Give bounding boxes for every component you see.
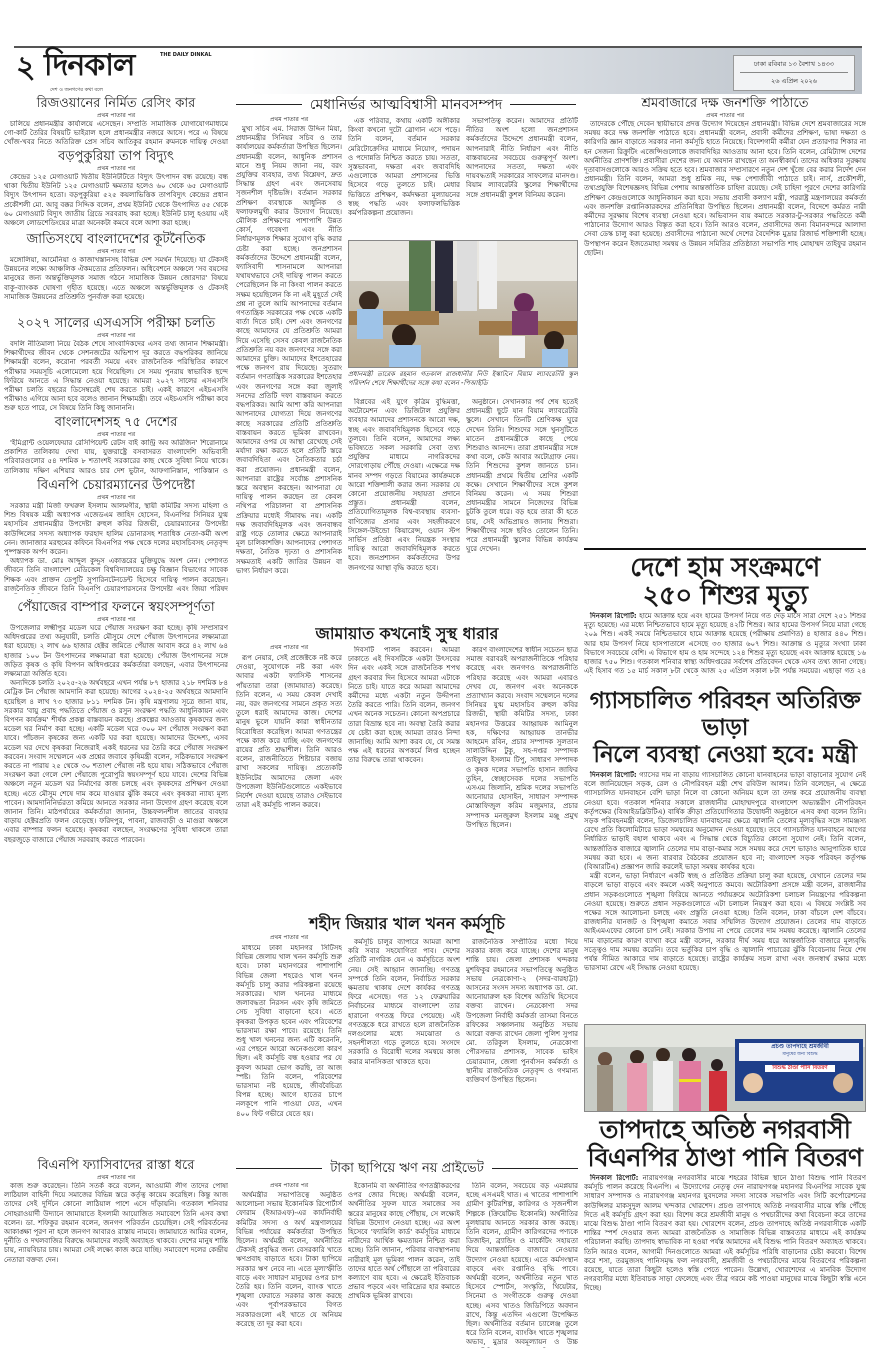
money-col-2: ইকোনমি বা অর্থনীতির গণতন্ত্রীকরণের ওপর জোর দিচ্ছে। অর্থমন্ত্রী বলেন, অর্থনীতির সুফল যাতে সমাজের সব স্তরের মানুষের কাছে পৌঁছায়, সে লক্ষ্যেই বিভিন্ন উদ্যোগ নেওয়া হচ্ছে। এর অংশ হিসেবে 'ফ্যামিলি কার্ড' কর্মসূচির মাধ্যমে নারীদের আর্থিক ক্ষমতায়ন নিশ্চিত করা হচ্ছে। তিনি জানান, পরিবার ব্যবস্থাপনায় নারীরাই মূল ভূমিকা পালন করেন, তাই তাদের হাতে অর্থ পৌঁছালে তা পরিবারের কল্যাণে ব্যয় হবে। এ ক্ষেত্রেই ইতিবাচক প্রভাব পড়বে এবং দারিদ্র্যের হার কমাতে প্রাথমিক ভূমিকা রাখবে। bbox=[348, 1182, 460, 1301]
story-money-printing-headline-row bbox=[236, 1160, 578, 1177]
jamaat-col-1: রূপ নেয়ার, সেই প্রজেক্টকে নষ্ট করে দেওয়া, সুযোগকে নষ্ট করা এবং আবার একটা ফ্যাসিস্ট শাসনের পাঁয়তারা তারা (জামায়াত) করেছে। তিনি বলেন, এ সময় কেবল দেখাই নয়, বরং জনগণের সামনে প্রকৃত সত্য তুলে ধরাই আমাদের কাজ। দেশের মানুষ ভুলে যায়নি কারা স্বাধীনতার বিরোধিতা করেছিল। আমরা গণতন্ত্রের পক্ষে কাজ করে যাচ্ছি এবং জনগণের রায়ের প্রতি শ্রদ্ধাশীল। তিনি আরও বলেন, রাজনীতিতে শিষ্টাচার বজায় রাখা সকলের দায়িত্ব। প্রত্যেকটি ইউনিটের আমাদের জেলা এবং উপজেলা ইউনিটগুলোতে একইভাবে নির্দেশ দেওয়া হয়েছে তারাও সেইভাবে তারা এই কর্মসূচি পালন করবে। bbox=[236, 654, 342, 810]
money-col-1: অর্থমন্ত্রীর সভাপতিত্বে অনুষ্ঠিত আলোচনা সভায় ইকোনমিক রিপোর্টার্স ফোরাম (ইআরএফ)-এর কার্যনির্বাহী কমিটির সদস্য ও অর্থ মন্ত্রণালয়ের বিভিন্ন পর্যায়ের কর্মকর্তারা উপস্থিত ছিলেন। অর্থমন্ত্রী বলেন, অর্থনীতির টেকসই প্রবৃদ্ধির জন্য বেসরকারি খাতে ঋণপ্রবাহ বাড়াতে হবে। টাকা ছাপিয়ে সরকার ঋণ নেবে না। এতে মূল্যস্ফীতি বাড়ে এবং সাধারণ মানুষের ওপর চাপ তৈরি হয়। তিনি বলেন, ব্যাংক খাতে শৃঙ্খলা ফেরাতে সরকার কাজ করছে এবং পূর্বাপরকভাবে বিগত সরকারগুলো এই খাতে যে অনিয়ম করেছে তা দূর করা হবে। bbox=[236, 1191, 342, 1328]
byline: দিনকাল রিপোর্ট: bbox=[590, 771, 637, 779]
story-body: বদলি নীতিমালা নিয়ে বৈঠক শেষে সাংবাদিকদের এসব তথ্য জানান শিক্ষামন্ত্রী। শিক্ষার্থীদের জীবন থেকে সেশনজটের অভিশাপ দূর করতে বদ্ধপরিকর জানিয়ে শিক্ষামন্ত্রী বলেন, করোনা পরবর্তী সময়ে এবং রাজনৈতিক পরিস্থিতির কারণে পরীক্ষার সময়সূচি এলোমেলো হয়ে গিয়েছিল। সে সময় পুনরায় স্বাভাবিক ছন্দে ফিরিয়ে আনতে এ সিদ্ধান্ত নেওয়া হয়েছে। আমরা ২০২৭ সালের এসএসসি পরীক্ষা চলতি বছরের ডিসেম্বরেই শেষ করতে চাই। একই কারণে এইচএসসি পরীক্ষাও এগিয়ে আনা হবে বলেও জানান শিক্ষামন্ত্রী। তবে এইচএসসি পরীক্ষা কবে শুরু হতে পারে, সে বিষয়ে তিনি কিছু জানাননি। bbox=[4, 340, 228, 413]
headline: শ্রমবাজারে দক্ষ জনশক্তি পাঠাতে bbox=[641, 96, 809, 111]
headline: পেঁয়াজের বাম্পার ফলনে স্বয়ংসম্পূর্ণতা bbox=[17, 600, 215, 615]
story-body: দিনকাল রিপোর্ট: নারায়ণগঞ্জ নগরবাসীর মাঝে শহরের বিভিন্ন স্থানে ঠাণ্ডা বিশুদ্ধ পানি বিতরণ কর্মসূচি পালন করেছে বিএনপি। এ উদ্যোগের নেতৃত্ব দেন নারায়ণগঞ্জ মহানগর বিএনপির সাবেক যুগ্ম সাধারণ সম্পাদক ও নারায়ণগঞ্জ মহানগর যুবদলের সদস্য সাবেক সভাপতি এবং সিটি কর্পোরেশনের কাউন্সিলর মাকসুদুল আলম খন্দকার খোরশেদ। প্রচণ্ড তাপদাহে অতিষ্ঠ নগরবাসীর মাঝে স্বস্তি পৌঁছে দিতে এই কর্মসূচি গ্রহণ করা হয়। বিশেষ করে শ্রমজীবী মানুষ ও পথচারীদের কথা বিবেচনা করে তাদের মাঝে বিশুদ্ধ ঠাণ্ডা পানি বিতরণ করা হয়। খোরশেদ বলেন, প্রচণ্ড তাপদাহে অতিষ্ঠ নগরবাসীকে একটি শান্তির স্পর্শ দেওয়ার জন্য আমরা রাজনৈতিক ও সামাজিক বিভিন্ন বাস্তবতার মাধ্যমে এই কার্যক্রম পরিচালনা করছি। তাপদাহ স্বাভাবিক না হওয়া পর্যন্ত আমাদের এই বিশুদ্ধ পানি বিতরণ অব্যাহত থাকবে। তিনি আরও বলেন, আগামী দিনগুলোতে আমরা এই কর্মসূচির পরিধি বাড়ানোর চেষ্টা করবো। বিশেষ করে শসা, তরমুজসহ পানিসমৃদ্ধ ফল নগরবাসী, শ্রমজীবী ও পথচারীদের মাঝে বিতরণের পরিকল্পনা রয়েছে, যাতে তারা কিছুটা হলেও স্বস্তি পেতে পারেন। উল্লেখ্য, খোরশেদের এ মানবিক উদ্যোগ নগরবাসীর মধ্যে ইতিবাচক সাড়া ফেলেছে এবং তীব্র গরমে কষ্ট পাওয়া মানুষের মাঝে কিছুটা স্বস্তি এনে দিচ্ছে। bbox=[584, 1174, 866, 1293]
continued-label: প্রথম পাতার পর bbox=[96, 112, 136, 119]
photo-caption: প্রধানমন্ত্রী তারেক রহমান গতকাল রাজধানীর নিউ ইস্কাটনে বিয়াম ল্যাবরেটরি স্কুল পরিদর্শন শেষে শিক্ষার্থীদের সঙ্গে কথা বলেন -পিআইডি bbox=[348, 370, 578, 387]
continued-label: প্রথম পাতার পর bbox=[705, 112, 745, 119]
headline: রিজওয়ানের নির্মিত রেসিং কার bbox=[36, 96, 196, 111]
story-ssc-exam bbox=[4, 316, 228, 414]
headline-line-1: তাপদাহে অতিষ্ঠ নগরবাসী bbox=[599, 1115, 851, 1144]
story-body: উপজেলার লক্ষ্মীপুর মডেল ঘরে পেঁয়াজ সংরক্ষণ করা হচ্ছে। কৃষি সম্প্রসারণ অধিদপ্তরের তথ্য অনুযায়ী, চলতি মৌসুমে দেশে পেঁয়াজ উৎপাদনের লক্ষ্যমাত্রা ধরা হয়েছে। ২ লাখ ৬৬ হাজার হেক্টর জমিতে পেঁয়াজ আবাদ করে ৪২ লাখ ৬৪ হাজার ১০০ টন উৎপাদনের লক্ষ্যমাত্রা ধরা হয়েছে। পেঁয়াজ উৎপাদনের সঙ্গে জড়িত কৃষক ও কৃষি বিপণন অধিদপ্তরের কর্মকর্তারা বলছেন, এবার উৎপাদনের লক্ষ্যমাত্রা অর্জিত হবে। অন্যদিকে চলতি ২০২৫-২৬ অর্থবছরে এখন পর্যন্ত ৮৭ হাজার ২১৮ দশমিক ৮৪ মেট্রিক টন পেঁয়াজ আমদানি করা হয়েছে। আগের ২০২৪-২৫ অর্থবছরে আমদানি হয়েছিল ৪ লাখ ৭৩ হাজার ৮১১ দশমিক টন। কৃষি মন্ত্রণালয় সূত্রে জানা যায়, সরকার 'বায়ু প্রবাহ পদ্ধতিতে পেঁয়াজ ও রসুন সংরক্ষণ পদ্ধতি আধুনিকায়ন এবং বিপণন কার্যক্রম' শীর্ষক প্রকল্প বাস্তবায়ন করছে। প্রকল্পের আওতায় কৃষকদের জন্য মডেল ঘর নির্মাণ করা হচ্ছে। একটি মডেল ঘরে ৩০০ মণ পেঁয়াজ সংরক্ষণ করা যাবে। পাঁচজন কৃষকের জন্য একটি ঘর করা হয়েছে। আমাদের উদ্দেশ্য, এসব মডেল ঘর দেখে কৃষকরা নিজেরাই একই ধরনের ঘর তৈরি করে পেঁয়াজ সংরক্ষণ করবেন। সংবাদ সম্মেলনে এক প্রশ্নের জবাবে কৃষিমন্ত্রী বলেন, সঠিকভাবে সংরক্ষণ করতে না পারায় ২৫ থেকে ৩০ শতাংশ পেঁয়াজ নষ্ট হয়ে যায়। সঠিকভাবে পেঁয়াজ সংরক্ষণ করা গেলে দেশ পেঁয়াজে পুরোপুরি স্বয়ংসম্পূর্ণ হয়ে যাবে। দেশের বিভিন্ন অঞ্চলে নতুন মডেল ঘর নির্মাণের কাজ চলছে এবং কৃষকদের প্রশিক্ষণ দেওয়া হচ্ছে। এতে মৌসুম শেষে দাম কমে যাওয়ার ঝুঁকি কমবে এবং কৃষকরা ন্যায্য মূল্য পাবেন। আমদানিনির্ভরতা কমিয়ে আনতে সরকার নানা উদ্যোগ গ্রহণ করেছে বলে জানান তিনি। মাঠপর্যায়ের কর্মকর্তারা জানান, উচ্চফলনশীল জাতের ব্যবহার বাড়ায় হেক্টরপ্রতি ফলন বেড়েছে। ফরিদপুর, পাবনা, রাজবাড়ী ও মাগুরা অঞ্চলে এবার বাম্পার ফলন হয়েছে। কৃষকরা বলছেন, সংরক্ষণের সুবিধা থাকলে তারা বছরজুড়ে বাজারে পেঁয়াজ সরবরাহ করতে পারবেন। bbox=[4, 624, 228, 844]
headline-line-2: নিলে ব্যবস্থা নেওয়া হবে: মন্ত্রী bbox=[593, 742, 857, 768]
continued-label: প্রথম পাতার পর bbox=[96, 248, 136, 255]
headline: ২০২৭ সালের এসএসসি পরীক্ষা চলতি bbox=[16, 316, 216, 331]
banner-line-3: বিশুদ্ধ ঠাণ্ডা পানি বিতরণ bbox=[765, 1065, 835, 1072]
story-un bbox=[4, 232, 228, 311]
page-number: ২ bbox=[16, 50, 36, 85]
banner-line-1: প্রচণ্ড তাপদাহে শ্রমজীবী bbox=[771, 1043, 829, 1050]
lead-col-2: এক পরিবার, কথায় একটি অঙ্গীকার কিংবা কখনো দুটো স্লোগান এসে পড়ে। তিনি বলেন, বর্তমান সরকার মেরিটোক্রেসির মাধ্যমে নিয়োগ, পদায়ন ও পদোন্নতি নিশ্চিত করতে চায়। সততা, সুস্তভাবনা, দক্ষতা এবং জবাবদিহি এগুলোকে আমরা প্রশাসনের ভিত্তি হিসেবে গড়ে তুলতে চাই। মেধার ভিত্তিতে প্রশিক্ষণ, কর্মদক্ষতা মূল্যায়নের স্বচ্ছ পদ্ধতি এবং ফলাফলভিত্তিক কর্মপরিকল্পনা প্রয়োজন। bbox=[348, 117, 460, 218]
story-racing-car bbox=[4, 96, 228, 148]
lead-col-1: মুখ্য সচিব এম. সিরাজ উদ্দিন মিয়া, প্রধানমন্ত্রীর সিনিয়র সচিব ও তার কার্যালয়ের কর্মকর্তারা উপস্থিত ছিলেন। প্রধানমন্ত্রী বলেন, আধুনিক প্রশাসন মানে শুধু নিয়ম জানা নয়, বরং প্রযুক্তির ব্যবহার, তথ্য বিশ্লেষণ, দ্রুত সিদ্ধান্ত গ্রহণ এবং জনসেবায় সৃজনশীল দৃষ্টিভঙ্গি। বর্তমান সরকার প্রশিক্ষণ ব্যবস্থাকে আধুনিক ও ফলাফলমুখী করার উদ্যোগ নিয়েছে। মৌলিক প্রশিক্ষণের পাশাপাশি উন্নত কোর্স, গবেষণা এবং নীতি নির্ধারণমূলক শিক্ষার সুযোগ বৃদ্ধি করার চেষ্টা করা হচ্ছে। জনপ্রশাসন কর্মকর্তাদের উদ্দেশে প্রধানমন্ত্রী বলেন, ফ্যাসিবাদী শাসনামলে আপনারা যথাযথভাবে সেই দায়িত্ব পালন করতে পেরেছিলেন কি না কিংবা পালন করতে সক্ষম হয়েছিলেন কি না এই মুহূর্তে সেই প্রশ্ন না তুলে আমি আপনাদের বর্তমান গণতান্ত্রিক সরকারের পক্ষ থেকে একটি বার্তা দিতে চাই। দেশ এবং জনগণের কাছে আমাদের যে প্রতিশ্রুতি আমরা দিয়ে এসেছি সেসব কেবল রাজনৈতিক প্রতিশ্রুতি নয় বরং জনগণের সঙ্গে করা আমাদের চুক্তি। আমাদের ইশতেহারের পক্ষে জনগণ রায় দিয়েছে। সুতরাং বর্তমান গণতান্ত্রিক সরকারের ইশতেহার এবং জনগণের সঙ্গে করা জুলাই সনদের প্রতিটি দফা বাস্তবায়ন করতে বদ্ধপরিকর। আমি আশা করি আপনারা আপনাদের যোগ্যতা দিয়ে জনগণের কাছে সরকারের প্রতিটি প্রতিশ্রুতি বাস্তবায়ন করতে ভূমিকা রাখবেন। আমাদের ওপর যে আস্থা রেখেছে সেই মর্যাদা রক্ষা করতে হলে প্রতিটি স্তরে জবাবদিহিতা এবং নৈতিকতার চর্চা করা প্রয়োজন। প্রধানমন্ত্রী বলেন, আপনারা রাষ্ট্রের সর্বোচ্চ প্রশাসনিক স্তরে অবস্থান করছেন। আপনারা যে দায়িত্ব পালন করছেন তা কেবল নথিপত্র পরিচালনা বা প্রশাসনিক প্রক্রিয়ার মধ্যেই সীমাবদ্ধ নয়। একটি দক্ষ জবাবদিহিমূলক এবং জনবান্ধব রাষ্ট্র গড়ে তোলার ক্ষেত্রে আপনারাই মূল চালিকাশক্তি। আপনাদের পেশাগত দক্ষতা, নৈতিক দৃঢ়তা ও প্রশাসনিক সক্ষমতাই একটি জাতির উন্নয়ন বা ভাগ্য নির্ধারণ করে। bbox=[236, 125, 342, 575]
continued-label: প্রথম পাতার পর bbox=[96, 332, 136, 339]
story-body: দিনকাল রিপোর্ট: গ্যাসের দাম না বাড়ায় গ্যাসচালিত কোনো যানবাহনের ভাড়া বাড়ানোর সুযোগ নেই বলে জানিয়েছেন সড়ক, রেল ও নৌপরিবহন মন্ত্রী শেখ রবিউল আলম। তিনি বলেছেন, এ ক্ষেত্রে গ্যাসচালিত যানবাহনে বেশি ভাড়া নিলে বা কোনো অনিয়ম হলে তা তদন্ত করে প্রয়োজনীয় ব্যবস্থা নেওয়া হবে। গতকাল শনিবার সকালে রাজধানীর মোহাম্মদপুরে বাংলাদেশ অভ্যন্তরীণ নৌপরিবহন কর্তৃপক্ষের (বিআইডব্লিউটিএ) বার্ষিক ক্রীড়া প্রতিযোগিতার উদ্বোধনী অনুষ্ঠানে এসব কথা বলেন তিনি। সড়ক পরিবহনমন্ত্রী বলেন, ডিজেলচালিত যানবাহনের ক্ষেত্রে জ্বালানি তেলের মূল্যবৃদ্ধির সঙ্গে সামঞ্জস্য রেখে প্রতি কিলোমিটারে ভাড়া সমন্বয়ের অনুমোদন দেওয়া হয়েছে। তবে গ্যাসচালিত যানবাহনে আগের নির্ধারিত ভাড়াই বহাল থাকবে এবং এ সিদ্ধান্ত থেকে বিচ্যুতির কোনো সুযোগ নেই। তিনি বলেন, আন্তর্জাতিক বাজারে জ্বালানি তেলের দাম বাড়া-কমার সঙ্গে সমন্বয় করে দেশে ভাড়াও আনুপাতিক হারে সমন্বয় করা হবে। এ জন্য বারবার বৈঠকের প্রয়োজন হবে না; বাংলাদেশ সড়ক পরিবহন কর্তৃপক্ষ (বিআরটিএ) প্রজ্ঞাপন জারি করলেই ভাড়া সমন্বয় কার্যকর হবে। মন্ত্রী বলেন, ভাড়া নির্ধারণে একটি স্বচ্ছ ও প্রতিষ্ঠিত প্রক্রিয়া চালু করা হয়েছে, যেখানে তেলের দাম বাড়লে ভাড়া বাড়বে এবং কমলে একই অনুপাতে কমবে। অটোরিকশা প্রসঙ্গে মন্ত্রী বলেন, রাজধানীর প্রধান সড়কগুলোতে শৃঙ্খলা ফিরিয়ে আনতে পর্যায়ক্রমে অটোরিকশা চলাচল নিয়ন্ত্রণের পরিকল্পনা নেওয়া হয়েছে। শুরুতে প্রধান সড়কগুলোতে এটা চলাচল নিয়ন্ত্রণ করা হবে। এ বিষয়ে সংশ্লিষ্ট সব পক্ষের সঙ্গে আলোচনা চলছে এবং প্রস্তুতি নেওয়া হচ্ছে। তিনি বলেন, ঢাকা বাঁচলে দেশ বাঁচবে। রাজধানীর যানজট ও বিশৃঙ্খলা কমাতে সবার সম্মিলিত উদ্যোগ প্রয়োজন। তেলের দাম বাড়াতে আইএমএফের কোনো চাপ নেই। সরকার উপায় না পেয়ে তেলের দাম সমন্বয় করেছে। জ্বালানি তেলের দাম বাড়ানোর কারণ ব্যাখ্যা করে মন্ত্রী বলেন, সরকার দীর্ঘ সময় ধরে আন্তর্জাতিক বাজারে মূল্যবৃদ্ধি সত্ত্বেও দাম সমন্বয় করেনি। তবে ভর্তুকির চাপ বৃদ্ধি ও জ্বালানি পাচারের ঝুঁকি বিবেচনায় নিয়ে শেষ পর্যন্ত সীমিত আকারে দাম বাড়াতে হয়েছে। রাষ্ট্রের কার্যক্রম সচল রাখা এবং জনস্বার্থ রক্ষার মধ্যে ভারসাম্য রেখে এই সিদ্ধান্ত নেওয়া হয়েছে। bbox=[584, 771, 866, 973]
story-barapukuria bbox=[4, 149, 228, 228]
continued-label: প্রথম পাতার পর bbox=[269, 116, 309, 123]
continued-label: প্রথম পাতার পর bbox=[269, 644, 309, 651]
story-gas-transport bbox=[584, 688, 866, 1038]
date-bangla: ঢাকা রবিবার ১৩ বৈশাখ ১৪৩৩ bbox=[740, 56, 848, 73]
story-body: সরকার মন্ত্রী মির্জা ফখরুল ইসলাম আলমগীর, স্থায়ী কমিটির সদস্য মহিলা ও শিশু বিষয়ক মন্ত্রী অধ্যাপক এজেডএম জাহিদ হোসেন, বিএনপির সিনিয়র যুগ্ম মহাসচিব প্রধানমন্ত্রীর উপদেষ্টা রুহুল কবির রিজভী, চেয়ারম্যানের উপদেষ্টা কাউন্সিলের সদস্য অধ্যাপক ফরহাদ হালিম ডোনারসহ শতাধিক নেতা-কর্মী অংশ নেন। জানাজার মরহুমের কফিনে বিএনপির পক্ষ থেকে দলের মহাসচিবসহ নেতৃবৃন্দ পুষ্পস্তবক অর্পণ করেন। অধ্যাপক ডা. মোঃ আব্দুল কুদ্দুস একাত্তরের মুক্তিযুদ্ধে অংশ নেন। পেশাগত জীবনে তিনি বাংলাদেশ মেডিকেল বিশ্ববিদ্যালয়ের চক্ষু বিজ্ঞান বিভাগের সাবেক শিক্ষক এবং প্রাক্তন ডেপুটি সুপারিনটেনডেন্ট হিসেবে দায়িত্ব পালন করেছেন। রাজনৈতিক জীবনে তিনি বিএনপি চেয়ারপারসনের উপদেষ্টা এবং জিয়া পরিষদ bbox=[4, 502, 228, 593]
story-body: চালিয়ে প্রধানমন্ত্রীর কার্যালয়ে এসেছেন। সম্প্রতি সামাজিক যোগাযোগমাধ্যমে গো-কার্ট তৈরির বিষয়টি ভাইরাল হলে প্রধানমন্ত্রীর নজরে আসে। পরে এ বিষয়ে খোঁজ-খবর নিতে অতিরিক্ত প্রেস সচিব আতিকুর রহমান রুমনকে দায়িত্ব দেওয়া bbox=[4, 120, 228, 147]
classroom-photo-illustration bbox=[349, 241, 578, 368]
story-measles bbox=[584, 554, 866, 676]
headline: টাকা ছাপিয়ে ঋণ নয় প্রাইভেট bbox=[330, 1160, 484, 1176]
lead-headline-row bbox=[236, 96, 576, 113]
story-body: কাজ শুরু করেছেন। তিনি সতর্ক করে বলেন, আওয়ামী লীগ তাদের পোষা লাঠিয়াল বাহিনী দিয়ে সমাজের বিভিন্ন স্তরে কর্তৃত্ব কায়েম করেছিল। কিন্তু আজ তাদের সেই দুর্দিনে কোনো লাঠিয়াল পাশে এসে দাঁড়ায়নি। গতকাল শনিবার সোহরাওয়ার্দী উদ্যানে জামায়াতে ইসলামী আয়োজিত সমাবেশে তিনি এসব কথা বলেন। ডা. শফিকুর রহমান বলেন, জনগণ পরিবর্তন চেয়েছিল। সেই পরিবর্তনের আকাঙ্ক্ষা পূরণ না হলে জনগণ আবারও রাস্তায় নামবে। জামায়াতে আমির বলেন, দুর্নীতি ও দখলবাজির বিরুদ্ধে আমাদের লড়াই অব্যাহত থাকবে। দেশের মানুষ শান্তি চায়, ন্যায়বিচার চায়। আমরা সেই লক্ষ্যে কাজ করে যাচ্ছি। সমাবেশে দলের কেন্দ্রীয় নেতারা বক্তব্য দেন। bbox=[4, 1182, 228, 1264]
story-body: 'ইমিগ্রান্ট ওয়েলফেয়ার রেসিপিয়েন্ট রেটস বাই কান্ট্রি অব অরিজিন' শিরোনামে প্রকাশিত তালিকায় দেখা যায়, যুক্তরাষ্ট্রে বসবাসরত বাংলাদেশি অভিবাসী পরিবারগুলোর ৫৪ দশমিক ৮ শতাংশই সরকারের কাছ থেকে সুবিধা নিয়ে থাকে। তালিকায় দক্ষিণ এশিয়ার আরও চার দেশ ভুটান, আফগানিস্তান, পাকিস্তান ও bbox=[4, 439, 228, 475]
headline-line-2: বিএনপির ঠাণ্ডা পানি বিতরণ bbox=[587, 1143, 863, 1172]
newspaper-logo: দিনকাল bbox=[44, 48, 135, 83]
headline-line-1: দেশে হাম সংক্রমণে bbox=[630, 553, 820, 583]
story-body: দিনকাল রিপোর্ট: হামে আক্রান্ত হয়ে এবং হামের উপসর্গ নিয়ে গত দেড় মাসে সারা দেশে ২৫১ শিশুর মৃত্যু হয়েছে। এর মধ্যে নিশ্চিতভাবে হামে মৃত্যু হয়েছে ৪২টি শিশুর। আর হামের উপসর্গ নিয়ে মারা গেছে ২০৯ শিশু। একই সময়ে নিশ্চিতভাবে হামে আক্রান্ত হয়েছে (পরীক্ষায় প্রমাণিত) ৪ হাজার ৪৪০ শিশু। আর হাম উপসর্গ নিয়ে হাসপাতালে এসেছে ৩৩ হাজার ৬০৭ শিশু। আক্রান্ত ও মৃত্যুর সংখ্যা ঢাকা বিভাগে সবচেয়ে বেশি। এ বিভাগে হাম ও হাম সন্দেহে ১২৪ শিশুর মৃত্যু হয়েছে এবং আক্রান্ত হয়েছে ১৬ হাজার ৭৫০ শিশু। গতকাল শনিবার স্বাস্থ্য অধিদপ্তরের সর্বশেষ প্রতিবেদন থেকে এসব তথ্য জানা গেছে। এই হিসাব গত ১৫ মার্চ সকাল ৮টা থেকে আজ ২৫ এপ্রিল সকাল ৮টা পর্যন্ত সময়ের। এছাড়া গত ২৪ bbox=[584, 612, 866, 676]
story-body: মঙ্গোলিয়া, আর্মেনিয়া ও কাজাখস্তানসহ বিভিন্ন দেশ সমর্থন দিয়েছে। যা টেকসই উন্নয়নের লক্ষ্যে আঞ্চলিক ঐকমত্যের প্রতিফলন। অধিবেশনে অঞ্চলে 'সব বয়সের মানুষের জন্য অন্তর্ভুক্তিমূলক সমাজ গঠনে সামাজিক উন্নয়ন জোরদার' বিষয়ে বাকু-ব্যাংকক ঘোষণা গৃহীত হয়েছে। এতে অঞ্চলে অন্তর্ভুক্তিমূলক ও টেকসই সামাজিক উন্নয়নের প্রতিশ্রুতি পুনর্ব্যক্ত করা হয়েছে। bbox=[4, 256, 228, 301]
story-bnp-fascism bbox=[4, 1158, 228, 1348]
story-heatwave-water bbox=[584, 1116, 866, 1349]
headline: জামায়াত কখনোই সুস্থ ধারার bbox=[315, 624, 499, 643]
story-labour-market bbox=[584, 96, 866, 543]
story-bnp-adviser bbox=[4, 478, 228, 594]
continued-label: প্রথম পাতার পর bbox=[96, 431, 136, 438]
lead-col-3b: অনুষ্ঠানে। সেখানকার পর্ব শেষ হতেই প্রধানমন্ত্রী ছুটে যান বিয়াম ল্যাবরেটরি স্কুলে। সেখানে তিনটি শ্রেণিকক্ষ ঘুরে দেখেন তিনি। শিশুদের সঙ্গে খুনসুটিতে মাতেন প্রধানমন্ত্রীকে কাছে পেয়ে শিশুরাও আনন্দে। তারা প্রধানমন্ত্রীর সঙ্গে কথা বলে, কেউ আবার অটোগ্রাফ নেয়। তিনি শিশুদের কুশল জানতে চান। প্রধানমন্ত্রী প্রথমে দ্বিতীয় শ্রেণির একটি কক্ষে। সেখানে শিক্ষার্থীদের সঙ্গে কুশল বিনিময় করেন। এ সময় শিশুরা প্রধানমন্ত্রীর সামনে নিজেদের বিভিন্ন চুটকি তুলে ধরে। বড় হয়ে তারা কী হতে চায়, সেই অভিপ্রায়ও জানায় শিশুরা। শিক্ষার্থীদের সঙ্গে ছবিও তোলেন তিনি। পরে প্রধানমন্ত্রী স্কুলের বিভিন্ন কার্যক্রম ঘুরে দেখেন। bbox=[466, 398, 578, 554]
water-distribution-photo bbox=[584, 1024, 866, 1112]
headline: বিএনপি চেয়ারম্যানের উপদেষ্টা bbox=[37, 478, 195, 493]
lead-col-2b: বিপ্লবের এই যুগে কৃত্রিম বুদ্ধিমত্তা, অটোমেশন এবং ডিজিটাল প্রযুক্তির ব্যবহার আমাদের প্রশাসনকে আরো দক্ষ, স্বচ্ছ এবং জবাবদিহিমূলক হিসেবে গড়ে তুলবে। তিনি বলেন, আমাদের লক্ষ্য ভবিষ্যতে সকল সরকারি সেবা তথ্য প্রযুক্তির মাধ্যমে নাগরিকদের দোরগোড়ায় পৌঁছে দেওয়া। এক্ষেত্রে দক্ষ মানব সম্পদ গড়তে বিয়ামের কার্যক্রমকে আরো শক্তিশালী করার জন্য সরকার যে কোনো প্রয়োজনীয় সহায়তা প্রদানে প্রস্তুত। প্রধানমন্ত্রী বলেন, প্রতিযোগিতামূলক বিশ্ব-ব্যবস্থায় ব্যবসা-বাণিজ্যের প্রসার এবং সহজীকরণে সিঙ্গেল-উইন্ডো কিয়ারেন্স, ওয়ান স্টপ সার্ভিস প্রতিষ্ঠা এবং নিয়ন্ত্রক সংস্থার দায়িত্ব আরো জবাবদিহিমূলক করতে হবে। জনপ্রশাসন কর্মকর্তাদের উপর জনগণের আস্থা বৃদ্ধি করতে হবে। bbox=[348, 398, 460, 572]
canal-col-2: কর্মসূচি চালুর ব্যাপারে আমরা আশা করি সবার সহযোগিতা পাব। দেশের প্রতিটি নাগরিক যেন এ কর্মসূচিতে অংশ নেয়। সেই আহ্বান জানাচ্ছি। গণতন্ত্র সম্পর্কে তিনি বলেন, নির্বাচিত সরকার ক্ষমতায় থাকায় দেশে কার্যকর গণতন্ত্র ফিরে এসেছে। গত ১২ ফেব্রুয়ারির নির্বাচনের মাধ্যমে বাংলাদেশ তার হারানো গণতন্ত্র ফিরে পেয়েছে। এই গণতন্ত্রকে ধরে রাখতে হলে রাজনৈতিক দলগুলোর মধ্যে সমঝোতা ও সহনশীলতা গড়ে তুলতে হবে। সংসদে সরকারি ও বিরোধী দলের সমন্বয়ে কাজ করার মানসিকতা থাকতে হবে। bbox=[348, 938, 460, 1066]
story-body: কেন্দ্রের ১২৫ মেগাওয়াট দ্বিতীয় ইউনিটটিতে বিদ্যুৎ উৎপাদন বন্ধ রয়েছে। বন্ধ থাকা দ্বিতীয় ইউনিট ১২৫ মেগাওয়াট ক্ষমতার হলেও ৬০ থেকে ৬৫ মেগাওয়াট বিদ্যুৎ উৎপাদন হতো। বড়পুকুরিয়া ৫২৫ কয়লাভিত্তিক তাপবিদ্যুৎ কেন্দ্রের প্রধান প্রকৌশলী মো. আবু বক্কর সিদ্দিক বলেন, প্রথম ইউনিট থেকে উৎপাদিত ৫৫ থেকে ৬০ মেগাওয়াট বিদ্যুৎ জাতীয় গ্রিডে সরবরাহ করা হচ্ছে। ইউনিট চালু হওয়ায় এই অঞ্চলে লোডশেডিংয়ের মাত্রা অনেকটা কমবে বলে আশা করা হচ্ছে। bbox=[4, 173, 228, 228]
story-75-countries bbox=[4, 415, 228, 476]
classroom-photo bbox=[348, 240, 578, 368]
headline-line-1: গ্যাসচালিত পরিবহন অতিরিক্ত ভাড়া bbox=[589, 688, 861, 741]
money-col-3: তিনি বলেন, সবচেয়ে বড় এমপ্লয়ার হচ্ছে এসএমই খাত। এ খাতের পাশাপাশি গ্রামীণ কুটিরশিল্প, কারিগর ও সৃজনশীল শিল্পকে (ক্রিয়েটিভ ইকোনমি) অর্থনীতির মূলধারায় আনতে সরকার কাজ করছে। তিনি বলেন, গ্রামীণ কারিগরদের পণ্যকে ডিজাইন, ব্র্যান্ডিং ও মার্কেটিং সহায়তা দিয়ে আন্তর্জাতিক বাজারে নেওয়ার উদ্যোগ নেওয়া হয়েছে। এতে কর্মসংস্থান বাড়বে এবং রপ্তানিও বৃদ্ধি পাবে। অর্থমন্ত্রী বলেন, অর্থনীতির নতুন খাত হিসেবে স্পোর্টস, সংস্কৃতি, থিয়েটার, সিনেমা ও সংগীতকে গুরুত্ব দেওয়া হচ্ছে। এসব খাতও জিডিপিতে অবদান রাখে, কিন্তু এতদিন এগুলো উপেক্ষিত ছিল। অর্থনীতির বর্তমান চ্যালেঞ্জ তুলে ধরে তিনি বলেন, ব্যাংকিং খাতে শৃঙ্খলার অভাব, মুদ্রার অবমূল্যায়ন ও উচ্চ bbox=[466, 1182, 578, 1347]
story-body: তাদেরকে পৌঁছে দেবেন স্থায়ীভাবে প্রদত্ত উদ্যোগ দিয়েছেন প্রধানমন্ত্রী। বিভিন্ন দেশে শ্রমবাজারের সঙ্গে সমন্বয় করে দক্ষ জনশক্তি পাঠাতে হবে। প্রধানমন্ত্রী বলেন, প্রবাসী কর্মীদের প্রশিক্ষণ, ভাষা দক্ষতা ও কারিগরি জ্ঞান বাড়াতে সরকার নানা কর্মসূচি হাতে নিয়েছে। বিদেশগামী কর্মীরা যেন প্রতারণার শিকার না হন সেজন্য রিক্রুটিং এজেন্সিগুলোকে জবাবদিহির আওতায় আনা হবে। তিনি বলেন, রেমিট্যান্স দেশের অর্থনীতির প্রাণশক্তি। প্রবাসীরা দেশের জন্য যে অবদান রাখছেন তা অনস্বীকার্য। তাদের অধিকার সুরক্ষায় দূতাবাসগুলোকে আরও সক্রিয় হতে হবে। শ্রমবাজার সম্প্রসারণে নতুন দেশ খুঁজে বের করার নির্দেশ দেন প্রধানমন্ত্রী। তিনি বলেন, আমরা শুধু শ্রমিক নয়, দক্ষ পেশাজীবী পাঠাতে চাই। নার্স, প্রকৌশলী, তথ্যপ্রযুক্তি বিশেষজ্ঞসহ বিভিন্ন পেশায় আন্তর্জাতিক চাহিদা রয়েছে। সেই চাহিদা পূরণে দেশের কারিগরি প্রশিক্ষণ কেন্দ্রগুলোকে আধুনিকায়ন করা হবে। সভায় প্রবাসী কল্যাণ মন্ত্রী, পররাষ্ট্র মন্ত্রণালয়ের কর্মকর্তা এবং জনশক্তি রপ্তানিকারকদের প্রতিনিধিরা উপস্থিত ছিলেন। প্রধানমন্ত্রী বলেন, বিদেশে কর্মরত নারী কর্মীদের সুরক্ষায় বিশেষ ব্যবস্থা নেওয়া হবে। অভিবাসন ব্যয় কমাতে সরকার-টু-সরকার পদ্ধতিতে কর্মী পাঠানোর উদ্যোগ আরও বিস্তৃত করা হবে। তিনি আরও বলেন, প্রবাসীদের জন্য বিমানবন্দরে আলাদা সেবা ডেস্ক চালু করা হয়েছে। প্রবাসীদের পাঠানো অর্থে দেশের বৈদেশিক মুদ্রার রিজার্ভ শক্তিশালী হচ্ছে। উপস্থাপন করেন ইজতেমাহা সমন্বয় ও উন্নয়ন সমিতির প্রতিষ্ঠাতা সভাপতি শাহ মোহাম্মদ তাইফুর রহমান ছোটন। bbox=[584, 120, 866, 257]
headline: বিএনপি ফ্যাসিবাদের রাস্তা ধরে bbox=[37, 1158, 195, 1173]
byline: দিনকাল রিপোর্ট: bbox=[590, 612, 637, 620]
continued-label: প্রথম পাতার পর bbox=[96, 1174, 136, 1181]
jamaat-col-3: কারণ বাংলাদেশের স্বাধীন সচেতন ছাত্র সমাজ বরাবরই অপরাজনীতিকে পরিহার করেছে এবং জনগণও অপরাজনীতি পরিহার করেছে এবং আমরা এবারও দেখব যে, জনগণ এবং অনেককে প্রত্যাখ্যান করবে। সংবাদ সম্মেলনে দলের সিনিয়র যুগ্ম মহাসচিব রুহুল কবির রিজভী, স্থায়ী কমিটির সদস্য, ঢাকা মহানগর উত্তরের আহ্বায়ক আমিনুল হক, দক্ষিণের আহ্বায়ক তানভীর আহমেদ রবিন, প্রচার সম্পাদক সুলতান সালাউদ্দিন টুকু, সহ-দপ্তর সম্পাদক তাইফুল ইসলাম টিপু, সাধারণ সম্পাদক ও কৃষক দলের সভাপতি হাসান জাফির তুহিন, স্বেচ্ছাসেবক দলের সভাপতি এসএম জিলানি, শ্রমিক দলের সভাপতি আনোয়ার হোসাইন, সাধারণ সম্পাদক মোস্তাফিজুল করিম মজুমদার, প্রচার সম্পাদক মনজুরুল ইসলাম মঞ্জু প্রমুখ উপস্থিত ছিলেন। bbox=[466, 646, 578, 829]
lead-col-3: সভাপতিত্ব করেন। আমাদের প্রতিটি নীতির অংশ হলো জনপ্রশাসন কর্মকর্তাদের উদ্দেশে প্রধানমন্ত্রী বলেন, আপনারাই নীতি নির্ধারণ এবং নীতি বাস্তবায়নের সবচেয়ে গুরুত্বপূর্ণ অংশ। আপনাদের সততা, দক্ষতা এবং দায়বদ্ধতাই সরকারের সাফল্যের মানদণ্ড। বিয়াম ল্যাবরেটরি স্কুলের শিক্ষার্থীদের সঙ্গে প্রধানমন্ত্রী কুশল বিনিময় করেন। bbox=[466, 117, 578, 199]
banner-line-2: মানুষের জন্য বিশুদ্ধ bbox=[782, 1052, 818, 1057]
headline: বড়পুকুরিয়া তাপ বিদ্যুৎ bbox=[58, 149, 174, 164]
tagline: দেশ ও জনগণের কথা বলে bbox=[50, 87, 103, 93]
lead-headline: মেধানির্ভর আত্মবিশ্বাসী মানবসম্পদ bbox=[309, 96, 503, 113]
english-name: THE DAILY DINKAL bbox=[160, 52, 212, 58]
continued-label: প্রথম পাতার পর bbox=[96, 616, 136, 623]
date-english: ২৬ এপ্রিল ২০২৬ bbox=[771, 77, 817, 85]
headline: বাংলাদেশসহ ৭৫ দেশের bbox=[54, 415, 178, 430]
canal-col-3: রাজনৈতিক সম্প্রীতির মধ্যে দিয়ে সরকার কাজ করে যাচ্ছে। দেশের মানুষ শান্তি চায়। জেলা প্রশাসক খন্দকার মুশফিকুর রহমানের সভাপতিত্বে অনুষ্ঠিত সভায় নেত্রকোণা-২ (সদর-বারহাট্টা) আসনের সংসদ সদস্য অধ্যাপক ডা. মো. আনোয়ারুল হক বিশেষ অতিথি হিসেবে বক্তব্য রাখেন। নেত্রকোণা সদর উপজেলা নির্বাহী কর্মকর্তা তাসমা বিনতে রফিকের সঞ্চালনায় অনুষ্ঠিত সভায় আরো বক্তব্য রাখেন জেলা পুলিশ সুপার মো. তরিকুল ইসলাম, নেত্রকোণা পৌরসভার প্রশাসক, সাবেক ভাইস চেয়ারম্যান, জেলা পুনর্বাসন কর্মকর্তা ও স্থানীয় রাজনৈতিক নেতৃবৃন্দ ও গণমান্য ব্যক্তিবর্গ উপস্থিত ছিলেন। bbox=[466, 938, 578, 1085]
headline-line-2: ২৫০ শিশুর মৃত্যু bbox=[642, 581, 808, 611]
section-divider bbox=[584, 548, 866, 550]
story-onion bbox=[4, 600, 228, 1148]
continued-label: প্রথম পাতার পর bbox=[269, 934, 309, 941]
jamaat-col-2: দিবসটি পালন করবেন। আমরা ঢাকাতে এই দিবসটিকে একটা উৎসবের দিন এবং একই সঙ্গে রাজনৈতিক শপথ গ্রহণ করবার দিন হিসেবে আমরা এটাকে নিতে চাই। যাতে করে আমরা আমাদের কর্মীদের মধ্যে একটা নতুন উদ্দীপনা তৈরি করতে পারি। তিনি বলেন, জনগণ এখন অনেক সচেতন। কোনো অপপ্রচারে তারা বিভ্রান্ত হবে না। অবস্থা তৈরি করার যে চেষ্টা করা হচ্ছে আমরা তারও নিন্দা জানাচ্ছি। আমি আশা করব যে, যে সমস্ত পক্ষ এই ধরনের অপকর্মে লিপ্ত হচ্ছেন তার বিরুদ্ধে তারা থাকবেন। bbox=[348, 646, 460, 765]
continued-label: প্রথম পাতার পর bbox=[96, 494, 136, 501]
date-box bbox=[733, 55, 855, 91]
canal-col-1: মাধ্যমে ঢাকা মহানগর সিটিসহ বিভিন্ন জেলায় খাল খনন কর্মসূচি শুরু হবে। ঢাকা মহানগরের পাশাপাশি বিভিন্ন জেলা শহরেও খাল খনন কর্মসূচি চালু করার পরিকল্পনা রয়েছে সরকারের। খাল খননের মাধ্যমে জলাবদ্ধতা নিরসন এবং কৃষি জমিতে সেচ সুবিধা বাড়ানো হবে। এতে কৃষকরা উপকৃত হবেন এবং পরিবেশের ভারসাম্য রক্ষা পাবে। রয়েছে। তিনি শুধু খাল খননের জন্য এটি করেননি, এর পেছনে আরো অনেকগুলো কারণ ছিল। এই কর্মসূচি বন্ধ হওয়ার পর যে কুফল আমরা ভোগ করছি, তা আজ স্পষ্ট। তিনি বলেন, পরিবেশের ভারসাম্য নষ্ট হয়েছে, জীববৈচিত্র্য বিপন্ন হচ্ছে। আগে হাতের চাপে নলকূপে পানি পাওয়া যেত, এখন ৪০০ ফিট গভীরে যেতে হয়। bbox=[236, 944, 342, 1118]
headline: শহীদ জিয়ার খাল খনন কর্মসূচি bbox=[309, 914, 505, 933]
continued-label: প্রথম পাতার পর bbox=[96, 165, 136, 172]
continued-label: প্রথম পাতার পর bbox=[269, 1182, 309, 1189]
headline: জাতিসংঘে বাংলাদেশের কূটনৈতিক bbox=[26, 232, 206, 247]
byline: দিনকাল রিপোর্ট: bbox=[590, 1174, 639, 1182]
